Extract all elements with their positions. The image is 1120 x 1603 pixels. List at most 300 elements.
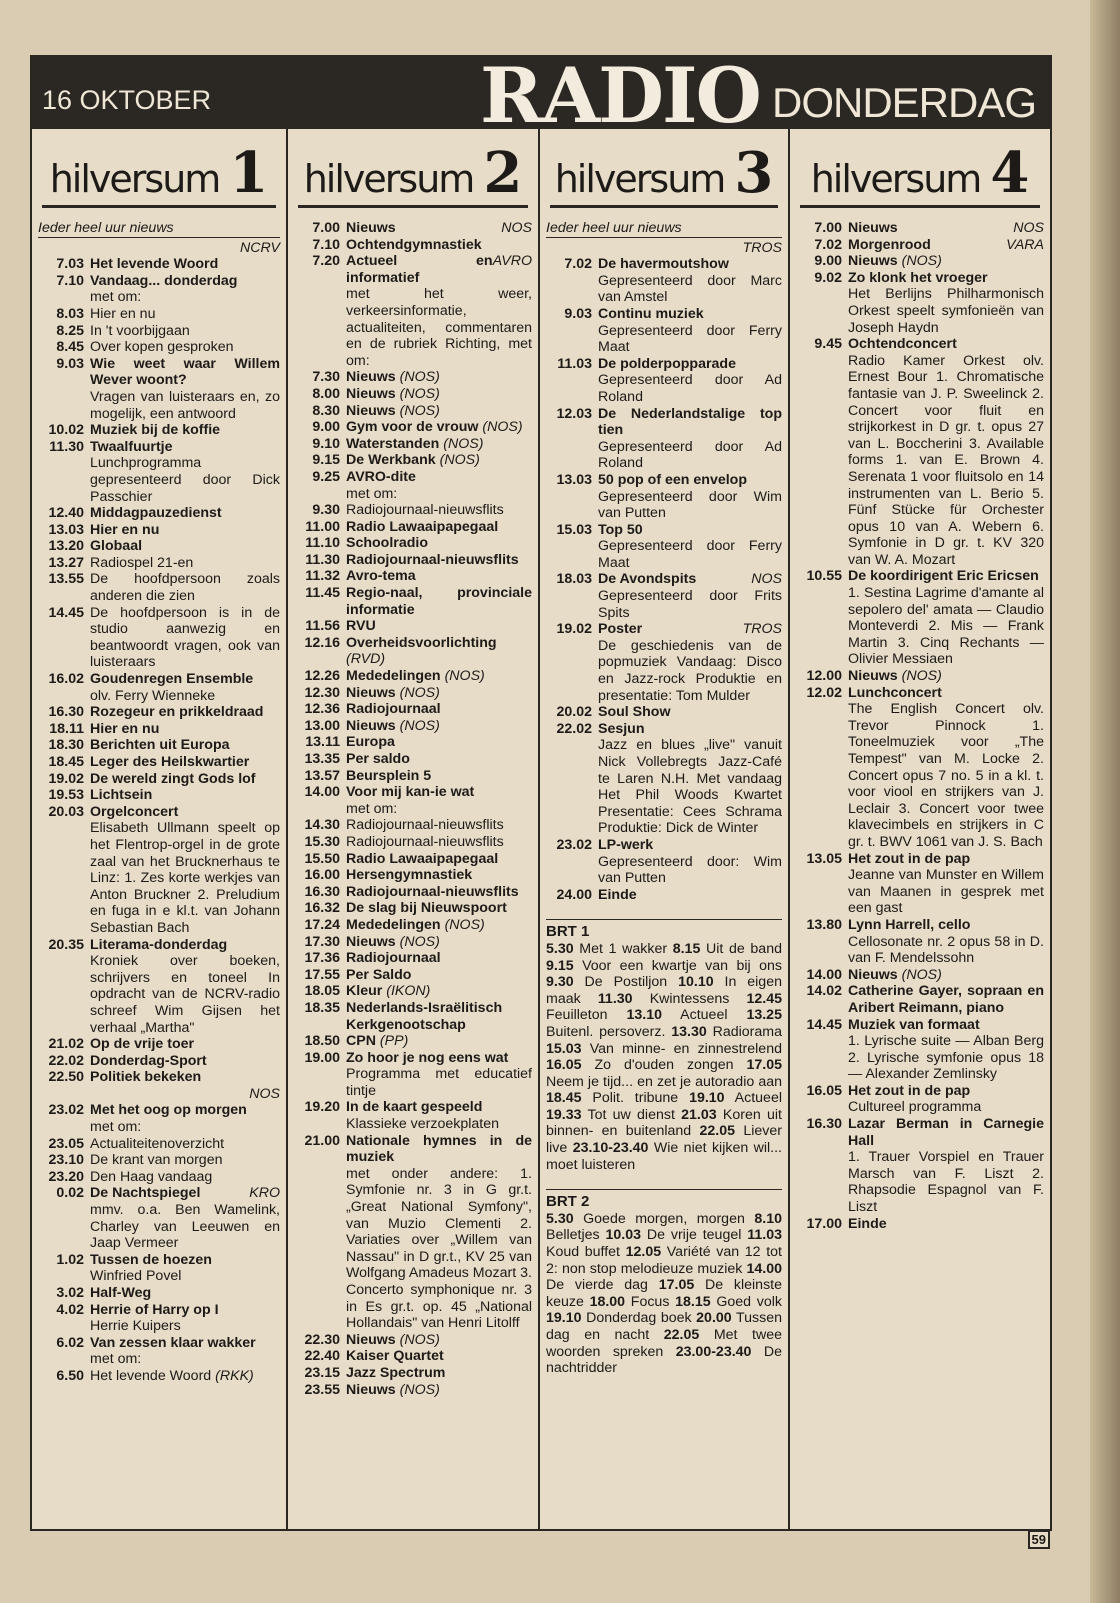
radio-listings-page (30, 51, 1052, 1531)
program-time: 9.30 (312, 502, 340, 519)
program-body (848, 336, 1044, 568)
brt-program: Koren uit binnen- en buitenland (546, 1106, 783, 1140)
program-broadcaster: (NOS) (399, 717, 440, 734)
program-body (848, 220, 1044, 237)
program-body (90, 538, 280, 555)
program-time: 11.00 (305, 518, 340, 535)
program-title: Berichten uit Europa (90, 737, 230, 754)
program-time: 13.11 (305, 734, 340, 751)
station-number: 1 (229, 140, 269, 206)
program-title: Goudenregen Ensemble (90, 671, 254, 688)
brt-program: Tot uw dienst (587, 1106, 675, 1123)
program-title: Muziek bij de koffie (90, 422, 221, 439)
program-entry (294, 884, 532, 901)
program-title: Nieuws (848, 966, 898, 983)
program-time: 17.30 (304, 933, 340, 950)
program-description: Jazz en blues „live" vanuit Nick Vollebregts Jazz-Café te Laren N.H. Met vandaag Het Phil Woods Kwartet Presentatie: Cees Schrama Produktie: Dick de Winter (598, 737, 782, 837)
program-description: In 't voorbijgaan (90, 322, 190, 339)
page-edge (1090, 0, 1120, 1603)
program-entry (38, 1053, 280, 1070)
program-body (346, 253, 532, 369)
program-body (848, 568, 1044, 668)
program-entry (546, 621, 782, 704)
program-title: Morgenrood (848, 236, 931, 253)
program-time: 23.10 (48, 1152, 84, 1169)
brt-time: 9.15 (546, 957, 574, 974)
program-entry (546, 256, 782, 306)
program-entry (294, 751, 532, 768)
program-body (848, 237, 1044, 254)
program-title: Het zout in de pap (848, 850, 971, 867)
program-title: Donderdag-Sport (90, 1052, 207, 1069)
program-description: Cellosonate nr. 2 opus 58 in D. van F. Mendelssohn (848, 933, 1044, 967)
program-title: De Nachtspiegel (90, 1185, 201, 1202)
program-body (90, 937, 280, 1037)
program-time: 8.45 (56, 339, 84, 356)
program-description: Gepresenteerd door Ad Roland (598, 438, 782, 472)
program-entry (546, 704, 782, 721)
program-title: 50 pop of een envelop (598, 471, 747, 488)
brt-program: Polit. tribune (592, 1090, 679, 1107)
program-time: 9.00 (814, 253, 842, 270)
program-time: 12.26 (304, 668, 340, 685)
program-entry (294, 1133, 532, 1332)
program-title: Catherine Gayer, sopraan en Aribert Reimann, piano (848, 983, 1044, 1016)
brt-schedule (546, 919, 782, 1173)
program-description: Den Haag vandaag (90, 1168, 213, 1185)
program-body (848, 983, 1044, 1016)
program-list (38, 220, 280, 1385)
program-entry (796, 1083, 1044, 1116)
program-entry (796, 253, 1044, 270)
program-broadcaster: (RKK) (215, 1367, 254, 1384)
program-title: Lichtsein (90, 787, 153, 804)
program-body (598, 522, 782, 572)
program-body (346, 967, 532, 984)
program-broadcaster: (NOS) (399, 1381, 440, 1398)
brt-program: Tussen dag en nacht (546, 1310, 782, 1343)
brt-time: 22.05 (663, 1327, 700, 1343)
program-entry (294, 436, 532, 453)
program-title: Orgelconcert (90, 803, 179, 820)
program-body (90, 306, 280, 323)
broadcaster-tag: NOS (751, 571, 782, 588)
program-title: Herrie of Harry op I (90, 1301, 219, 1318)
program-body (848, 668, 1044, 685)
program-entry (294, 900, 532, 917)
program-title: Radiojournaal (346, 950, 441, 967)
program-time: 23.20 (48, 1168, 84, 1185)
program-body (346, 386, 532, 403)
program-body (346, 768, 532, 785)
program-body (90, 1302, 280, 1335)
program-body (346, 1050, 532, 1100)
program-body (598, 306, 782, 356)
program-body (90, 1036, 280, 1053)
program-time: 19.02 (48, 770, 84, 787)
program-title: Middagpauzedienst (90, 505, 222, 522)
program-entry (294, 768, 532, 785)
broadcaster-tag: KRO (249, 1185, 280, 1202)
program-title: Radio Lawaaipapegaal (346, 518, 499, 535)
program-title: Sesjun (598, 720, 645, 737)
program-title: Vandaag... donderdag (90, 272, 238, 289)
program-body (598, 256, 782, 306)
brt-program: De vierde dag (546, 1277, 648, 1294)
brt-time: 18.00 (589, 1293, 626, 1310)
program-time: 7.02 (814, 236, 842, 253)
program-body (90, 571, 280, 604)
program-title: Nieuws (346, 402, 396, 419)
program-time: 22.02 (556, 720, 592, 737)
program-entry (38, 1368, 280, 1385)
station-word: hilversum (49, 157, 220, 201)
program-description: Radiospel 21-en (90, 554, 194, 571)
program-entry (38, 1285, 280, 1302)
program-time: 22.02 (48, 1052, 84, 1069)
program-time: 13.20 (48, 538, 84, 555)
program-entry (796, 668, 1044, 685)
program-entry (796, 1116, 1044, 1216)
program-body (346, 1332, 532, 1349)
program-entry (38, 522, 280, 539)
program-body (90, 1252, 280, 1285)
program-entry (294, 1099, 532, 1132)
program-title: Nieuws (346, 1331, 396, 1348)
brt-program: Van minne- en zinnestrelend (589, 1040, 782, 1057)
program-body (346, 469, 532, 502)
program-time: 9.45 (814, 336, 842, 353)
program-description: met om: (90, 289, 142, 306)
program-title: Gym voor de vrouw (346, 419, 479, 436)
program-broadcaster: (NOS) (901, 668, 942, 685)
program-time: 12.30 (304, 684, 340, 701)
brt-time: 20.00 (696, 1310, 732, 1327)
brt-time: 13.25 (746, 1007, 782, 1024)
program-time: 17.24 (304, 916, 340, 933)
program-body (346, 552, 532, 569)
program-title: Voor mij kan-ie wat (346, 784, 475, 801)
program-description: mmv. o.a. Ben Wamelink, Charley van Leeuwen en Jaap Vermeer (90, 1202, 280, 1252)
program-title: Top 50 (598, 521, 643, 538)
program-title: De wereld zingt Gods lof (90, 770, 256, 787)
brt-time: 18.15 (675, 1293, 711, 1310)
program-title: Soul Show (598, 704, 671, 721)
program-entry (796, 270, 1044, 336)
program-description: Programma met educatief tintje (346, 1066, 532, 1099)
program-time: 11.45 (305, 585, 340, 602)
program-description: Gepresenteerd door Frits Spits (598, 588, 782, 621)
brt-heading: BRT 2 (546, 1193, 590, 1211)
program-time: 9.00 (312, 419, 340, 436)
program-time: 6.50 (56, 1367, 84, 1384)
program-entry (38, 422, 280, 439)
program-title: Nieuws (848, 220, 898, 236)
program-entry (38, 704, 280, 721)
program-time: 11.32 (305, 568, 340, 585)
program-time: 16.30 (806, 1116, 842, 1133)
brt-time: 10.03 (605, 1227, 642, 1244)
program-body (346, 403, 532, 420)
program-broadcaster: (NOS) (399, 402, 440, 419)
program-broadcaster: (IKON) (386, 983, 431, 1000)
program-title: Kaiser Quartet (346, 1348, 444, 1365)
brt-program: De Postiljon (584, 974, 668, 991)
column-hilversum-3 (540, 129, 790, 1529)
program-description: De hoofdpersoon is in de studio aanwezig en beantwoordt vragen, ook van luisteraars (90, 604, 280, 671)
program-entry (796, 568, 1044, 668)
program-title: Radiojournaal-nieuwsflits (346, 883, 519, 900)
program-entry (294, 237, 532, 254)
program-description: Gepresenteerd door Marc van Amstel (598, 272, 782, 306)
program-body (90, 1169, 280, 1186)
brt-program: Feuilleton (546, 1007, 608, 1024)
program-time: 9.25 (312, 468, 340, 485)
program-body (346, 237, 532, 254)
program-body (346, 867, 532, 884)
program-description: 1. Lyrische suite — Alban Berg 2. Lyrische symfonie opus 18 — Alexander Zemlinsky (848, 1033, 1044, 1083)
program-title: Rozegeur en prikkeldraad (90, 704, 264, 721)
brt-program: Donderdag boek (586, 1310, 692, 1327)
date-label: 16 OKTOBER (42, 85, 212, 115)
brt-time: 13.30 (671, 1023, 707, 1040)
program-title: Ochtendconcert (848, 336, 957, 353)
brt-program: Wie niet kijken wil... moet luisteren (546, 1140, 782, 1173)
program-body (346, 369, 532, 386)
program-body (346, 502, 532, 519)
program-entry (294, 1332, 532, 1349)
program-title: Kleur (346, 983, 383, 1000)
program-entry (294, 635, 532, 668)
program-body (346, 1099, 532, 1132)
program-time: 21.00 (304, 1132, 340, 1149)
program-body (90, 1053, 280, 1070)
program-body (346, 535, 532, 552)
program-body (90, 1285, 280, 1302)
program-title: Nieuws (346, 1381, 396, 1398)
program-title: Leger des Heilskwartier (90, 754, 250, 770)
program-body (90, 737, 280, 754)
brt-time: 9.30 (546, 974, 574, 991)
program-entry (294, 1382, 532, 1399)
program-body (598, 356, 782, 406)
program-body (346, 1000, 532, 1033)
program-time: 7.10 (312, 236, 340, 253)
brt-time: 23.00-23.40 (675, 1343, 752, 1360)
program-time: 13.03 (48, 521, 84, 538)
program-description: met om: (346, 800, 398, 817)
brt-program: Met 1 wakker (579, 940, 668, 957)
program-description: Vragen van luisteraars en, zo mogelijk, een antwoord (90, 388, 280, 422)
program-description: Jeanne van Munster en Willem van Maanen in gesprek met een gast (848, 867, 1044, 917)
program-title: Twaalfuurtje (90, 438, 173, 455)
program-description: De hoofdpersoon zoals anderen die zien (90, 571, 280, 605)
program-time: 3.02 (56, 1285, 84, 1301)
program-title: Einde (598, 886, 637, 903)
program-title: Jazz Spectrum (346, 1364, 446, 1381)
brt-program: Radiorama (712, 1023, 782, 1040)
program-entry (294, 784, 532, 817)
program-time: 17.00 (806, 1215, 842, 1232)
program-time: 18.45 (48, 754, 84, 770)
program-entry (294, 502, 532, 519)
program-body (346, 851, 532, 868)
program-title: Nederlands-Israëlitisch Kerkgenootschap (346, 999, 503, 1033)
broadcaster-label: NOS (249, 1085, 280, 1102)
program-entry (294, 701, 532, 718)
program-title: Nieuws (346, 717, 396, 734)
program-body (90, 555, 280, 572)
program-entry (38, 339, 280, 356)
program-entry (38, 306, 280, 323)
program-title: Waterstanden (346, 435, 440, 452)
program-title: Nationale hymnes in de muziek (346, 1132, 532, 1166)
program-time: 19.02 (556, 621, 592, 638)
program-time: 7.03 (56, 256, 84, 273)
program-time: 8.00 (312, 385, 340, 402)
program-title: LP-werk (598, 836, 654, 853)
program-broadcaster: (NOS) (439, 452, 480, 469)
program-entry (294, 718, 532, 735)
brt-program: Liever live (546, 1123, 782, 1157)
program-time: 18.30 (48, 737, 84, 754)
program-body (90, 356, 280, 422)
program-body (90, 1368, 280, 1385)
brt-program: De vrije teugel (646, 1227, 742, 1244)
program-description: De krant van morgen (90, 1152, 223, 1169)
program-broadcaster: (NOS) (399, 1331, 440, 1348)
program-body (598, 571, 782, 621)
brt-time: 12.05 (625, 1244, 662, 1261)
program-body (598, 887, 782, 904)
program-title: Radio Lawaaipapegaal (346, 850, 499, 867)
program-title: Lunchconcert (848, 684, 942, 701)
program-body (346, 668, 532, 685)
program-time: 14.02 (806, 983, 842, 1000)
brt-program: Actueel (680, 1007, 728, 1024)
program-description: De geschiedenis van de popmuziek Vandaag: Disco en Jazz-rock Produktie en presentatie: Tom Mulder (598, 637, 782, 704)
program-time: 13.27 (48, 554, 84, 571)
program-entry (38, 1302, 280, 1335)
broadcaster-tag: AVRO (492, 253, 532, 270)
program-entry (294, 1050, 532, 1100)
program-body (598, 621, 782, 704)
program-entry (38, 1185, 280, 1251)
brt-time: 17.05 (746, 1057, 782, 1074)
brt-program: Goede morgen, morgen (583, 1210, 745, 1227)
program-body (90, 422, 280, 439)
program-body (346, 934, 532, 951)
program-body (346, 1365, 532, 1382)
program-title: Nieuws (346, 684, 396, 701)
program-time: 20.03 (48, 803, 84, 820)
brt-program: De kleinste keuze (546, 1277, 782, 1310)
program-time: 16.30 (304, 883, 340, 900)
program-entry (38, 1036, 280, 1053)
program-description: Actualiteitenoverzicht (90, 1135, 225, 1152)
program-time: 16.02 (48, 671, 84, 688)
program-body (598, 406, 782, 472)
program-time: 21.02 (48, 1036, 84, 1053)
program-title: Nieuws (346, 220, 396, 236)
program-entry (294, 552, 532, 569)
program-title: Per saldo (346, 751, 410, 767)
program-time: 17.55 (304, 966, 340, 983)
program-body (346, 585, 532, 618)
station-word: hilversum (554, 157, 725, 201)
program-title: Globaal (90, 538, 143, 555)
program-title: Hier en nu (90, 720, 160, 737)
program-broadcaster: (NOS) (901, 966, 942, 983)
program-time: 15.30 (304, 833, 340, 850)
program-title: Hersengymnastiek (346, 867, 473, 884)
program-body (848, 967, 1044, 984)
station-word: hilversum (303, 157, 474, 201)
program-description: Cultureel programma (848, 1099, 982, 1116)
program-title: Schoolradio (346, 535, 428, 552)
station-word: hilversum (810, 157, 981, 201)
program-title: In de kaart gespeeld (346, 1099, 483, 1116)
program-time: 9.03 (56, 355, 84, 372)
program-title: CPN (346, 1033, 376, 1050)
program-entry (294, 1348, 532, 1365)
program-entry (294, 568, 532, 585)
program-body (90, 256, 280, 273)
brt-program: Neem je tijd... en zet je autoradio aan (546, 1073, 782, 1090)
program-entry (294, 734, 532, 751)
program-entry (38, 771, 280, 788)
brt-heading: BRT 1 (546, 923, 590, 941)
program-title: De havermoutshow (598, 256, 729, 273)
program-entry (38, 1136, 280, 1153)
program-entry (546, 522, 782, 572)
program-time: 22.50 (48, 1069, 84, 1086)
program-broadcaster: (NOS) (399, 385, 440, 402)
program-title: Ochtendgymnastiek (346, 236, 482, 253)
program-body (848, 1216, 1044, 1233)
day-label: DONDERDAG (772, 79, 1037, 126)
program-title: Zo hoor je nog eens wat (346, 1049, 509, 1066)
program-time: 9.15 (312, 452, 340, 469)
program-entry (38, 1069, 280, 1086)
program-time: 12.00 (806, 668, 842, 685)
program-time: 14.00 (806, 966, 842, 983)
program-entry (38, 1335, 280, 1368)
program-time: 13.03 (556, 471, 592, 488)
program-time: 12.40 (48, 505, 84, 522)
program-body (848, 270, 1044, 336)
column-hilversum-2 (288, 129, 540, 1529)
program-time: 15.03 (556, 521, 592, 538)
program-entry (294, 535, 532, 552)
program-time: 4.02 (56, 1301, 84, 1318)
program-time: 12.03 (556, 405, 592, 422)
program-time: 10.55 (806, 568, 842, 585)
brt-program: Kwintessens (649, 990, 730, 1007)
program-time: 8.25 (56, 322, 84, 339)
program-body (346, 983, 532, 1000)
brt-time: 19.10 (546, 1310, 582, 1327)
program-time: 19.20 (304, 1099, 340, 1116)
program-time: 9.10 (312, 435, 340, 452)
station-number: 2 (483, 140, 523, 206)
program-entry (294, 1033, 532, 1050)
program-body (346, 900, 532, 917)
program-body (90, 505, 280, 522)
program-title: Met het oog op morgen (90, 1102, 247, 1119)
program-entry (294, 668, 532, 685)
program-body (848, 917, 1044, 967)
